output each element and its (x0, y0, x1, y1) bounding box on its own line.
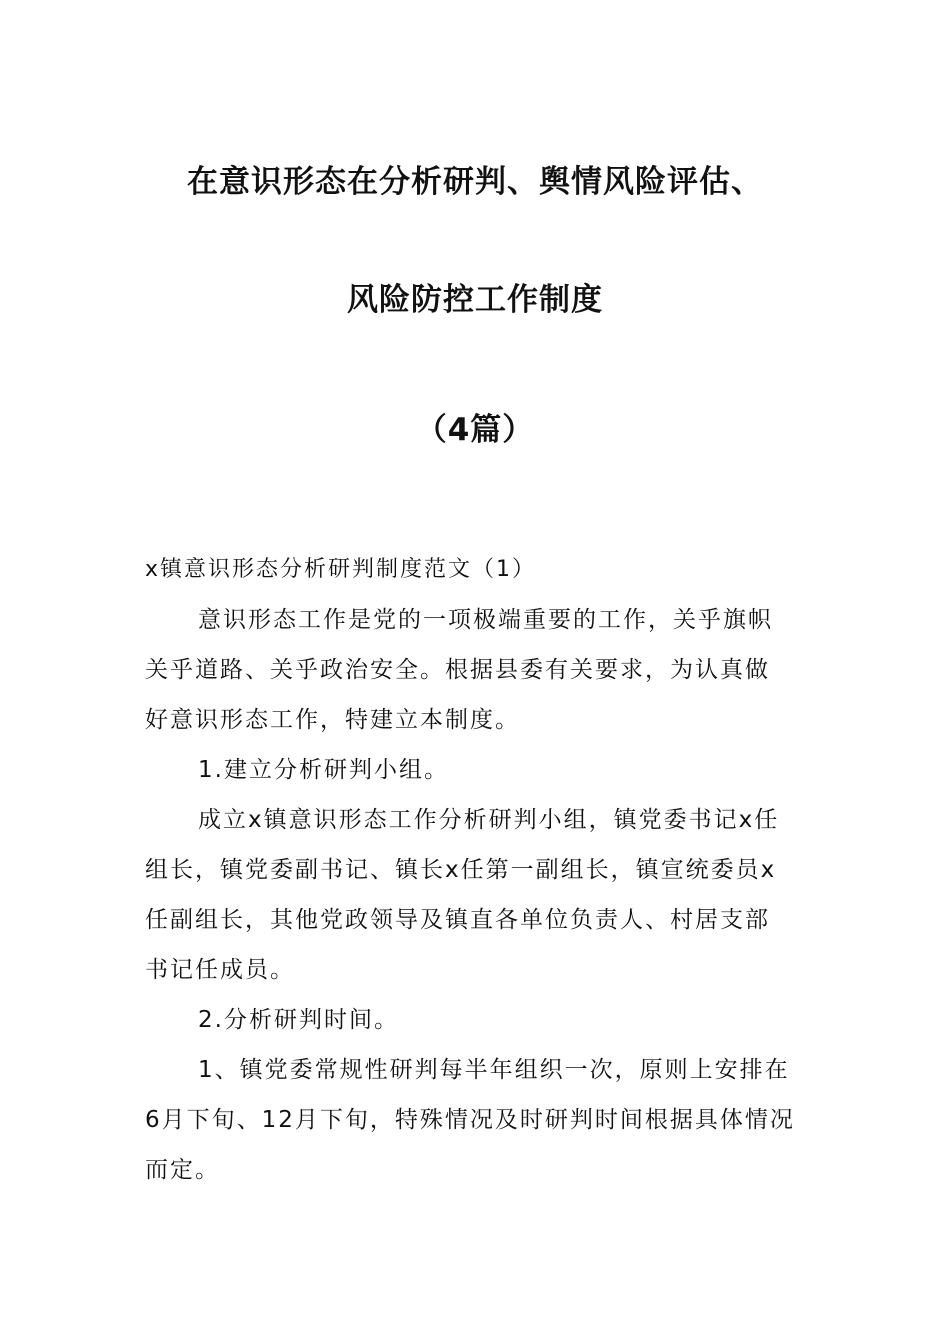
paragraph-line: 好意识形态工作，特建立本制度。 (145, 707, 520, 733)
paragraph-line: 而定。 (145, 1157, 220, 1183)
document-title-count: （4篇） (415, 412, 535, 448)
paragraph-line: 1.建立分析研判小组。 (198, 757, 449, 783)
document-title-line-1: 在意识形态在分析研判、舆情风险评估、 (187, 164, 763, 200)
paragraph-line: 任副组长，其他党政领导及镇直各单位负责人、村居支部 (145, 907, 770, 933)
paragraph-line: 书记任成员。 (145, 957, 295, 983)
section-heading: x镇意识形态分析研判制度范文（1） (145, 557, 537, 582)
paragraph-line: 2.分析研判时间。 (198, 1007, 399, 1033)
paragraph-line: 关乎道路、关乎政治安全。根据县委有关要求，为认真做 (145, 657, 770, 683)
paragraph-line: 意识形态工作是党的一项极端重要的工作，关乎旗帜 (198, 607, 773, 633)
paragraph-line: 成立x镇意识形态工作分析研判小组，镇党委书记x任 (198, 807, 780, 833)
document-title-line-2: 风险防控工作制度 (347, 282, 603, 318)
paragraph-line: 1、镇党委常规性研判每半年组织一次，原则上安排在 (198, 1057, 790, 1083)
paragraph-line: 6月下旬、12月下旬，特殊情况及时研判时间根据具体情况 (145, 1107, 795, 1133)
paragraph-line: 组长，镇党委副书记、镇长x任第一副组长，镇宣统委员x (145, 857, 777, 883)
